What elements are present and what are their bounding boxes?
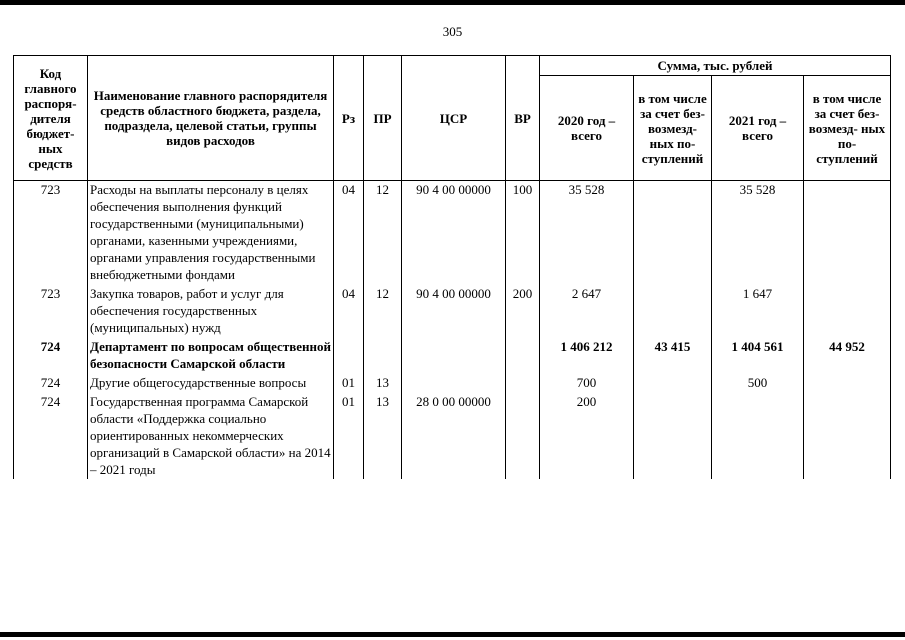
cell-2021-total: 500 — [712, 373, 804, 392]
cell-2020-gratuitous — [634, 392, 712, 479]
cell-code: 724 — [14, 337, 88, 373]
cell-csr — [402, 373, 506, 392]
cell-rz: 01 — [334, 373, 364, 392]
cell-pr — [364, 337, 402, 373]
cell-name: Закупка товаров, работ и услуг для обеспечения государственных (муниципальных) нужд — [88, 284, 334, 337]
cell-vr — [506, 392, 540, 479]
cell-2020-gratuitous — [634, 181, 712, 285]
cell-2021-total: 1 404 561 — [712, 337, 804, 373]
cell-csr: 28 0 00 00000 — [402, 392, 506, 479]
header-code: Код главного распоря- дителя бюджет- ных средств — [14, 56, 88, 181]
cell-code: 724 — [14, 373, 88, 392]
header-vr: ВР — [506, 56, 540, 181]
header-2020-total: 2020 год – всего — [540, 76, 634, 181]
table-row — [14, 373, 891, 392]
cell-pr: 13 — [364, 392, 402, 479]
cell-rz: 01 — [334, 392, 364, 479]
cell-pr: 12 — [364, 284, 402, 337]
top-rule — [0, 0, 905, 5]
cell-csr: 90 4 00 00000 — [402, 284, 506, 337]
cell-2021-gratuitous — [804, 181, 891, 285]
cell-2021-gratuitous — [804, 392, 891, 479]
cell-csr — [402, 337, 506, 373]
cell-2020-gratuitous: 43 415 — [634, 337, 712, 373]
table-row — [14, 181, 891, 285]
header-rz: Рз — [334, 56, 364, 181]
cell-2020-gratuitous — [634, 373, 712, 392]
cell-2020-total: 200 — [540, 392, 634, 479]
cell-pr: 13 — [364, 373, 402, 392]
page-number: 305 — [442, 24, 463, 39]
cell-rz: 04 — [334, 284, 364, 337]
table-row — [14, 337, 891, 373]
cell-name: Государственная программа Самарской области «Поддержка социально ориентированных некоммерческих организаций в Самарской области» на 2014 – 2021 годы — [88, 392, 334, 479]
header-pr: ПР — [364, 56, 402, 181]
cell-vr — [506, 373, 540, 392]
header-2021-total: 2021 год – всего — [712, 76, 804, 181]
cell-2021-total — [712, 392, 804, 479]
cell-vr — [506, 337, 540, 373]
cell-vr: 100 — [506, 181, 540, 285]
cell-name: Департамент по вопросам общественной безопасности Самарской области — [88, 337, 334, 373]
header-2021-gratuitous: в том числе за счет без- возмезд- ных по- ступлений — [804, 76, 891, 181]
cell-2020-gratuitous — [634, 284, 712, 337]
cell-rz: 04 — [334, 181, 364, 285]
header-csr: ЦСР — [402, 56, 506, 181]
cell-2020-total: 35 528 — [540, 181, 634, 285]
cell-2020-total: 1 406 212 — [540, 337, 634, 373]
header-2020-gratuitous: в том числе за счет без- возмезд- ных по- ступлений — [634, 76, 712, 181]
table-row — [14, 284, 891, 337]
cell-code: 723 — [14, 284, 88, 337]
cell-code: 723 — [14, 181, 88, 285]
cell-2021-gratuitous: 44 952 — [804, 337, 891, 373]
cell-2020-total: 700 — [540, 373, 634, 392]
cell-name: Расходы на выплаты персоналу в целях обеспечения выполнения функций государственными (муниципальными) органами, казенными учреждениями, органами управления государственными внебюджетными фондами — [88, 181, 334, 285]
cell-name: Другие общегосударственные вопросы — [88, 373, 334, 392]
cell-rz — [334, 337, 364, 373]
cell-csr: 90 4 00 00000 — [402, 181, 506, 285]
cell-2020-total: 2 647 — [540, 284, 634, 337]
header-sum-group: Сумма, тыс. рублей — [540, 56, 891, 76]
cell-2021-total: 1 647 — [712, 284, 804, 337]
cell-vr: 200 — [506, 284, 540, 337]
cell-code: 724 — [14, 392, 88, 479]
cell-2021-gratuitous — [804, 284, 891, 337]
cell-2021-gratuitous — [804, 373, 891, 392]
table-row — [14, 392, 891, 479]
bottom-rule — [0, 632, 905, 637]
cell-pr: 12 — [364, 181, 402, 285]
cell-2021-total: 35 528 — [712, 181, 804, 285]
header-name: Наименование главного распорядителя средств областного бюджета, раздела, подраздела, целевой статьи, группы видов расходов — [88, 56, 334, 181]
budget-table — [13, 55, 891, 479]
